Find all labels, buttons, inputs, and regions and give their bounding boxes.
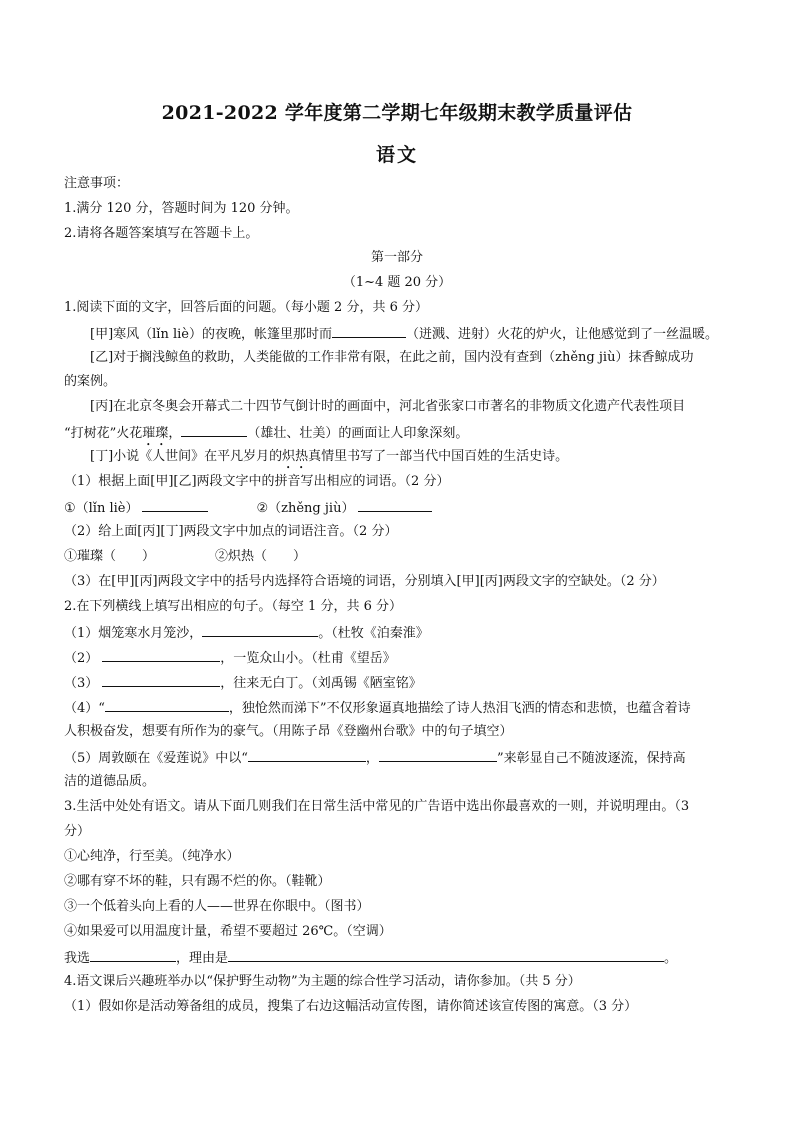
q1-sub2: （2）给上面[丙][丁]两段文字中加点的词语注音。（2 分） — [64, 524, 398, 539]
q2-line-4 — [64, 698, 691, 718]
q2-line-5 — [64, 748, 686, 768]
q3-stem-line2: 分） — [64, 824, 91, 839]
q1-passage-yi-line2: 的案例。 — [64, 374, 117, 389]
q2-l4-text-b: ，独怆然而涕下”不仅形象逼真地描绘了诗人热泪飞洒的情态和悲愤，也蕴含着诗 — [228, 701, 691, 716]
q3-option-4: ④如果爱可以用温度计量，希望不要超过 26℃。（空调） — [64, 924, 392, 939]
q1-sub1: （1）根据上面[甲][乙]两段文字中的拼音写出相应的词语。（2 分） — [64, 474, 450, 489]
exam-title: 2021-2022 学年度第二学期七年级期末教学质量评估 — [161, 102, 633, 124]
q2-l2-blank[interactable] — [102, 648, 220, 662]
q3-option-2: ②哪有穿不坏的鞋，只有踢不烂的你。（鞋靴） — [64, 874, 331, 889]
q1-bing-text-c: （雄壮、壮美）的画面让人印象深刻。 — [247, 426, 469, 441]
q1-ding-dotted-word: 炽热 — [282, 449, 309, 464]
q2-l5-text-c: ”来彰显自己不随波逐流，保持高 — [496, 751, 686, 766]
q1-bing-text-a: “打树花”火花 — [64, 426, 143, 441]
q1-jia-blank[interactable] — [332, 324, 406, 338]
q3-option-1: ①心纯净，行至美。（纯净水） — [64, 849, 240, 864]
q2-stem: 2.在下列横线上填写出相应的句子。（每空 1 分，共 6 分） — [64, 599, 402, 614]
q2-l4-blank[interactable] — [105, 698, 229, 712]
q1-sub1-b-label: ②（zhěng jiù） — [256, 501, 355, 516]
q1-sub2-b[interactable]: ②炽热（ ） — [215, 549, 307, 564]
q2-line-4-cont: 人积极奋发，想要有所作为的豪气。（用陈子昂《登幽州台歌》中的句子填空） — [64, 724, 513, 739]
q1-bing-dotted-word: 璀璨 — [142, 426, 169, 441]
q2-l3-text-a: （3） — [64, 676, 99, 691]
q1-passage-ding — [90, 448, 568, 472]
q3-answer-line — [64, 948, 677, 968]
q1-sub1-a-label: ①（lǐn liè） — [64, 501, 139, 516]
q1-ding-text-a: [丁]小说《人世间》在平凡岁月的 — [90, 449, 283, 464]
q2-l5-blank-2[interactable] — [379, 748, 497, 762]
q1-jia-text-b: （迸溅、进射）火花的炉火，让他感觉到了一丝温暖。 — [405, 327, 718, 342]
q3-reason-blank[interactable] — [228, 948, 664, 962]
q1-jia-text-a: [甲]寒风（lǐn liè）的夜晚，帐篷里那时而 — [90, 327, 332, 342]
q3-answer-text-a: 我选 — [64, 951, 91, 966]
q2-l1-blank[interactable] — [202, 623, 318, 637]
q3-answer-text-c: 。 — [664, 951, 678, 966]
q1-passage-bing-line2 — [64, 423, 468, 449]
part-title: 第一部分 — [370, 250, 423, 265]
q2-l2-text-a: （2） — [64, 651, 99, 666]
q1-sub2-a[interactable]: ①璀璨（ ） — [64, 549, 156, 564]
q2-line-3 — [64, 673, 422, 693]
q1-stem: 1.阅读下面的文字，回答后面的问题。（每小题 2 分，共 6 分） — [64, 300, 428, 315]
q2-l5-text-a: （5）周敦颐在《爱莲说》中以“ — [64, 751, 248, 766]
q1-bing-blank[interactable] — [181, 423, 247, 437]
q1-sub2-answers — [64, 548, 306, 566]
q1-ding-text-b: 真情里书写了一部当代中国百姓的生活史诗。 — [308, 449, 569, 464]
q1-bing-text-b: ， — [168, 426, 182, 441]
q1-passage-jia — [90, 324, 718, 344]
q1-passage-yi-line1: [乙]对于搁浅鲸鱼的救助，人类能做的工作非常有限，在此之前，国内没有查到（zhěng jiù）抹香鲸成功 — [90, 350, 694, 365]
q1-passage-bing-line1: [丙]在北京冬奥会开幕式二十四节气倒计时的画面中，河北省张家口市著名的非物质文化遗产代表性项目 — [90, 399, 686, 414]
q2-l3-text-b: ，往来无白丁。（刘禹锡《陋室铭》 — [220, 676, 422, 691]
q2-l1-text-a: （1）烟笼寒水月笼沙， — [64, 626, 203, 641]
q2-line-2 — [64, 648, 396, 668]
q2-l3-blank[interactable] — [102, 673, 220, 687]
q2-l5-blank-1[interactable] — [248, 748, 366, 762]
notice-item-1: 1.满分 120 分，答题时间为 120 分钟。 — [64, 201, 299, 216]
q2-l2-text-b: ，一览众山小。（杜甫《望岳》 — [220, 651, 396, 666]
q2-l5-text-b: ， — [365, 751, 379, 766]
q2-l1-text-b: 。（杜牧《泊秦淮》 — [318, 626, 429, 641]
q4-sub1: （1）假如你是活动筹备组的成员，搜集了右边这幅活动宣传图，请你简述该宣传图的寓意。（3 分） — [64, 999, 638, 1014]
q1-sub1-answers — [64, 498, 432, 518]
notice-heading: 注意事项： — [64, 176, 130, 191]
q1-sub3: （3）在[甲][丙]两段文字中的括号内选择符合语境的词语，分别填入[甲][丙]两段文字的空缺处。（2 分） — [64, 574, 665, 589]
part-range: （1~4 题 20 分） — [342, 275, 452, 290]
q3-option-3: ③一个低着头向上看的人——世界在你眼中。（图书） — [64, 899, 370, 914]
q3-choice-blank[interactable] — [90, 948, 176, 962]
q4-stem: 4.语文课后兴趣班举办以“保护野生动物”为主题的综合性学习活动，请你参加。（共 5 分） — [64, 974, 581, 989]
q1-sub1-b-blank[interactable] — [358, 498, 432, 512]
q2-line-5-cont: 洁的道德品质。 — [64, 774, 156, 789]
q3-stem-line1: 3.生活中处处有语文。请从下面几则我们在日常生活中常见的广告语中选出你最喜欢的一则，并说明理由。（3 — [64, 799, 690, 814]
q1-sub1-a-blank[interactable] — [142, 498, 208, 512]
q2-line-1 — [64, 623, 429, 643]
q3-answer-text-b: ，理由是 — [176, 951, 229, 966]
subject-title: 语文 — [375, 144, 418, 166]
q2-l4-text-a: （4）“ — [64, 701, 105, 716]
notice-item-2: 2.请将各题答案填写在答题卡上。 — [64, 226, 259, 241]
